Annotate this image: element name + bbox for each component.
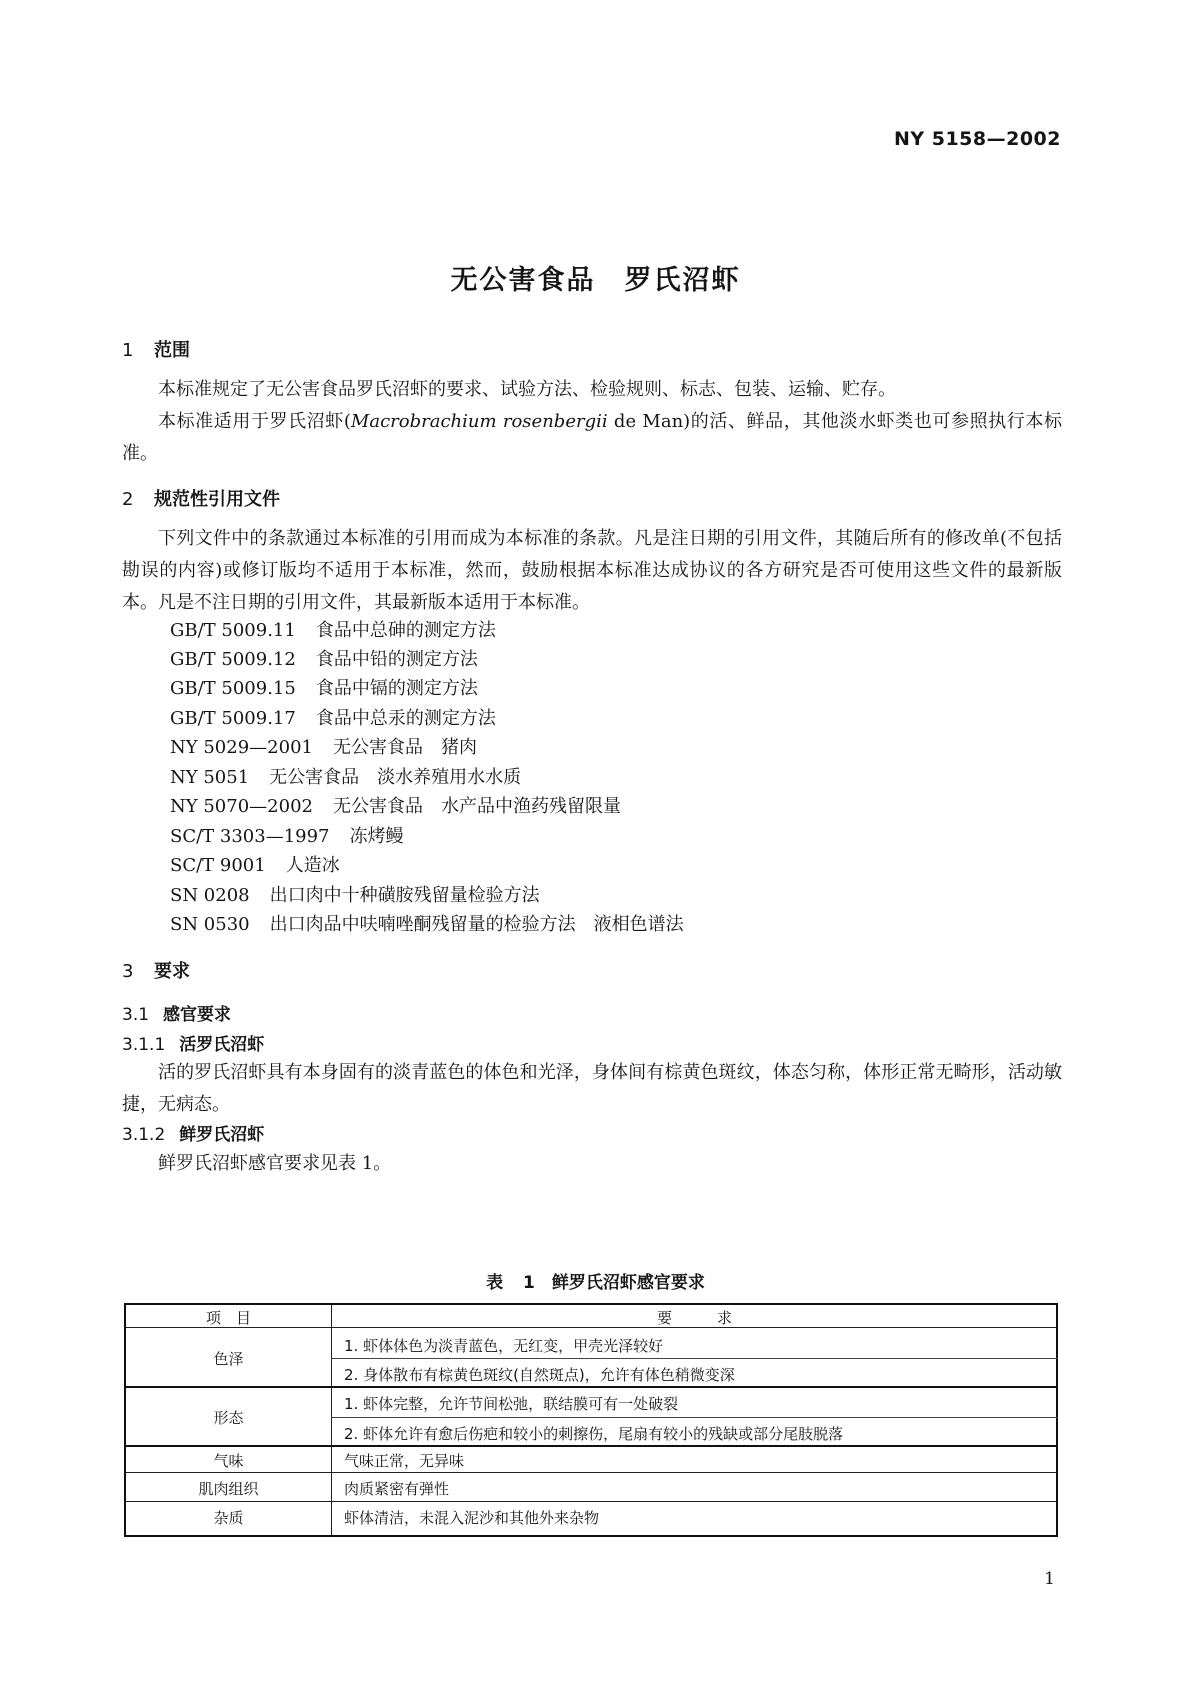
section-number: 2 bbox=[122, 489, 134, 510]
reference-name: 冻烤鳗 bbox=[349, 826, 404, 847]
reference-item bbox=[170, 616, 496, 642]
reference-item bbox=[170, 792, 621, 818]
row-requirement: 肉质紧密有弹性 bbox=[344, 1480, 450, 1498]
reference-item bbox=[170, 851, 340, 877]
subsection-3-1-2-heading bbox=[122, 1120, 264, 1145]
row-item: 杂质 bbox=[213, 1509, 244, 1527]
scientific-name: Macrobrachium rosenbergii bbox=[350, 411, 608, 432]
subsection-3-1-1-heading bbox=[122, 1030, 264, 1055]
section-1-paragraph-1: 本标准规定了无公害食品罗氏沼虾的要求、试验方法、检验规则、标志、包装、运输、贮存。 bbox=[158, 379, 896, 400]
row-item: 形态 bbox=[213, 1409, 244, 1427]
table-caption: 表 1 鲜罗氏沼虾感官要求 bbox=[486, 1273, 705, 1293]
row-rule bbox=[126, 1472, 1056, 1473]
row-item: 肌肉组织 bbox=[198, 1480, 259, 1498]
row-requirement: 2. 身体散布有棕黄色斑纹(自然斑点)，允许有体色稍微变深 bbox=[344, 1366, 735, 1384]
reference-item bbox=[170, 822, 404, 848]
subsection-number: 3.1.2 bbox=[122, 1125, 166, 1145]
reference-name: 食品中镉的测定方法 bbox=[315, 678, 478, 699]
row-rule bbox=[126, 1501, 1056, 1502]
row-sub-rule bbox=[331, 1417, 1058, 1418]
subsection-3-1-1-paragraph: 活的罗氏沼虾具有本身固有的淡青蓝色的体色和光泽，身体间有棕黄色斑纹，体态匀称，体形正常无畸形，活动敏捷，无病态。 bbox=[122, 1062, 1062, 1115]
reference-name: 无公害食品 淡水养殖用水水质 bbox=[269, 767, 522, 788]
row-sub-rule bbox=[331, 1358, 1058, 1359]
reference-code: SC/T 9001 bbox=[170, 855, 266, 876]
row-requirement: 虾体清洁，未混入泥沙和其他外来杂物 bbox=[344, 1509, 600, 1527]
reference-item bbox=[170, 881, 540, 907]
subsection-number: 3.1.1 bbox=[122, 1035, 166, 1055]
reference-item bbox=[170, 910, 684, 936]
standard-code: NY 5158—2002 bbox=[893, 128, 1061, 150]
row-requirement: 1. 虾体完整，允许节间松弛，联结膜可有一处破裂 bbox=[344, 1395, 679, 1413]
reference-name: 食品中铅的测定方法 bbox=[315, 649, 478, 670]
section-1-paragraph-2 bbox=[122, 406, 1062, 470]
section-title: 范围 bbox=[154, 340, 190, 361]
reference-code: NY 5029—2001 bbox=[170, 737, 313, 758]
section-number: 3 bbox=[122, 961, 134, 982]
reference-code: SC/T 3303—1997 bbox=[170, 826, 330, 847]
page-number: 1 bbox=[1044, 1569, 1055, 1589]
header-requirement: 要 求 bbox=[656, 1309, 732, 1327]
row-rule bbox=[126, 1445, 1056, 1447]
header-item: 项 目 bbox=[205, 1309, 251, 1327]
section-2-paragraph: 下列文件中的条款通过本标准的引用而成为本标准的条款。凡是注日期的引用文件，其随后所有的修改单(不包括勘误的内容)或修订版均不适用于本标准，然而，鼓励根据本标准达成协议的各方研究是否可使用这些文件的最新版本。凡是不注日期的引用文件，其最新版本适用于本标准。 bbox=[122, 528, 1062, 613]
reference-code: SN 0208 bbox=[170, 885, 250, 906]
reference-code: GB/T 5009.15 bbox=[170, 678, 296, 699]
subsection-title: 感官要求 bbox=[163, 1005, 232, 1025]
reference-item bbox=[170, 733, 477, 759]
row-item: 气味 bbox=[213, 1452, 244, 1470]
subsection-title: 鲜罗氏沼虾 bbox=[179, 1125, 265, 1145]
subsection-title: 活罗氏沼虾 bbox=[179, 1035, 265, 1055]
reference-name: 人造冰 bbox=[285, 855, 340, 876]
reference-code: NY 5051 bbox=[170, 767, 250, 788]
reference-name: 无公害食品 水产品中渔药残留限量 bbox=[332, 796, 621, 817]
row-requirement: 2. 虾体允许有愈后伤疤和较小的刺擦伤，尾扇有较小的残缺或部分尾肢脱落 bbox=[344, 1425, 844, 1443]
reference-item bbox=[170, 645, 478, 671]
row-item: 色泽 bbox=[213, 1350, 244, 1368]
document-title: 无公害食品 罗氏沼虾 bbox=[450, 265, 741, 296]
reference-item bbox=[170, 763, 521, 789]
reference-code: NY 5070—2002 bbox=[170, 796, 313, 817]
subsection-number: 3.1 bbox=[122, 1005, 150, 1025]
sensory-requirements-table bbox=[124, 1303, 1058, 1537]
subsection-3-1-heading bbox=[122, 1000, 231, 1025]
section-1-heading bbox=[122, 336, 190, 362]
scope-text-end: )的活、鲜品，其他淡水虾类也可参照执行本标准。 bbox=[122, 411, 1062, 464]
section-title: 要求 bbox=[154, 961, 190, 982]
reference-name: 食品中总汞的测定方法 bbox=[315, 708, 496, 729]
reference-code: GB/T 5009.17 bbox=[170, 708, 296, 729]
reference-name: 食品中总砷的测定方法 bbox=[315, 620, 496, 641]
subsection-3-1-2-paragraph: 鲜罗氏沼虾感官要求见表 1。 bbox=[158, 1153, 392, 1174]
reference-name: 无公害食品 猪肉 bbox=[332, 737, 477, 758]
row-requirement: 1. 虾体体色为淡青蓝色，无红变，甲壳光泽较好 bbox=[344, 1337, 664, 1355]
section-title: 规范性引用文件 bbox=[154, 489, 280, 510]
reference-item bbox=[170, 704, 496, 730]
scientific-author: de Man bbox=[607, 411, 684, 432]
section-number: 1 bbox=[122, 340, 134, 361]
row-rule bbox=[126, 1386, 1056, 1388]
scope-text-start: 本标准适用于罗氏沼虾( bbox=[158, 411, 351, 432]
reference-code: SN 0530 bbox=[170, 914, 250, 935]
reference-name: 出口肉中十种磺胺残留量检验方法 bbox=[269, 885, 540, 906]
section-3-heading bbox=[122, 957, 190, 983]
reference-code: GB/T 5009.12 bbox=[170, 649, 296, 670]
section-2-heading bbox=[122, 485, 280, 511]
reference-name: 出口肉品中呋喃唑酮残留量的检验方法 液相色谱法 bbox=[269, 914, 684, 935]
reference-code: GB/T 5009.11 bbox=[170, 620, 296, 641]
reference-item bbox=[170, 674, 478, 700]
row-requirement: 气味正常，无异味 bbox=[344, 1452, 465, 1470]
